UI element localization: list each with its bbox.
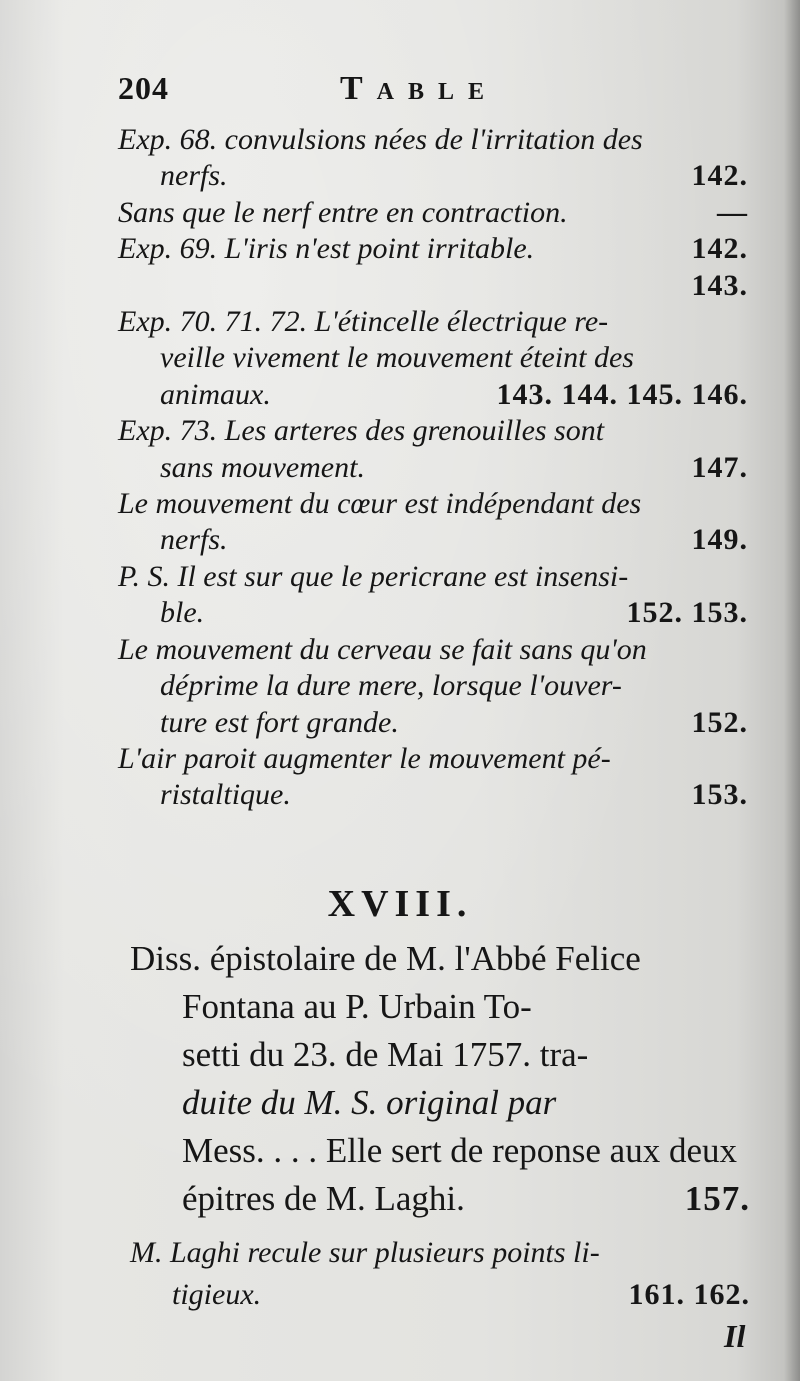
entry-text: P. S. Il est sur que le pericrane est insensi- [118,559,629,593]
dissertation-entry [130,935,750,1223]
entry-line [118,268,748,304]
entry-line: duite du M. S. original par [182,1083,557,1122]
entry-line [118,450,748,486]
entry-text: Sans que le nerf entre en contraction. [118,195,568,229]
entry-line [118,413,748,449]
page-header [118,70,718,120]
entry-line: tigieux. 161. 162. [130,1274,750,1316]
entry-text: nerfs. [160,523,228,557]
entry-line [118,195,748,231]
entry-text: nerfs. [160,159,228,193]
entry-text: ture est fort grande. [160,705,399,739]
table-entry [118,231,748,304]
entry-line: épitres de M. Laghi. 157. [130,1175,750,1223]
entry-text: déprime la dure mere, lorsque l'ouver- [160,669,622,703]
table-entry [118,413,748,486]
page-reference: 149. [691,523,748,557]
page-reference: 152. 153. [626,596,748,630]
entry-line [118,741,748,777]
entry-text: animaux. [160,377,271,411]
entry-line: Fontana au P. Urbain To- [182,987,532,1026]
table-entry [118,741,748,814]
page-reference: 142. [691,232,748,266]
entry-line [118,486,748,522]
entry-line [118,377,748,413]
entry-line: setti du 23. de Mai 1757. tra- [182,1035,589,1074]
laghi-entry [130,1232,750,1316]
entry-text: Exp. 68. convulsions nées de l'irritation des [118,123,643,156]
page-reference: 161. 162. [628,1278,750,1311]
page-reference: 157. [684,1179,750,1218]
running-head: Table [340,70,499,107]
entry-line [118,304,748,340]
entry-line [118,632,748,668]
entry-line [118,595,748,631]
entry-line [118,158,748,194]
entry-text: Exp. 70. 71. 72. L'étincelle électrique re- [118,305,609,339]
table-entries [118,122,748,814]
page-reference: — [717,195,748,229]
entry-text: Le mouvement du cœur est indépendant des [118,487,642,521]
entry-line [118,668,748,704]
entry-text: Exp. 69. L'iris n'est point irritable. [118,232,535,266]
section-heading: XVIII. [327,883,473,925]
entry-line [118,122,748,158]
entry-line: Diss. épistolaire de M. l'Abbé Felice [130,939,641,978]
page-reference: 142. [691,159,748,193]
entry-text: sans mouvement. [160,450,365,484]
entry-text: ristaltique. [160,778,291,812]
entry-text: veille vivement le mouvement éteint des [160,341,634,375]
table-entry [118,304,748,413]
entry-text: Exp. 73. Les arteres des grenouilles sont [118,414,605,448]
page-number: 204 [118,70,169,106]
entry-line [118,522,748,558]
entry-line [118,777,748,813]
entry-text: L'air paroit augmenter le mouvement pé- [118,741,611,775]
page-reference: 153. [691,778,748,812]
entry-line [118,559,748,595]
entry-line: M. Laghi recule sur plusieurs points li- [130,1236,600,1269]
entry-line [118,705,748,741]
table-entry [118,486,748,559]
entry-line [118,231,748,267]
table-entry [118,122,748,195]
page-reference: 147. [691,450,748,484]
page-reference: 143. 144. 145. 146. [496,377,748,411]
entry-text: ble. [160,596,205,630]
page-reference: 152. [691,705,748,739]
entry-line [118,340,748,376]
table-entry [118,195,748,231]
page-reference: 143. [691,268,748,302]
entry-text: Le mouvement du cerveau se fait sans qu'on [118,632,647,666]
table-entry [118,632,748,741]
catchword: Il [724,1318,746,1354]
entry-line: Mess. . . . Elle sert de reponse aux deux [182,1131,737,1170]
table-entry [118,559,748,632]
